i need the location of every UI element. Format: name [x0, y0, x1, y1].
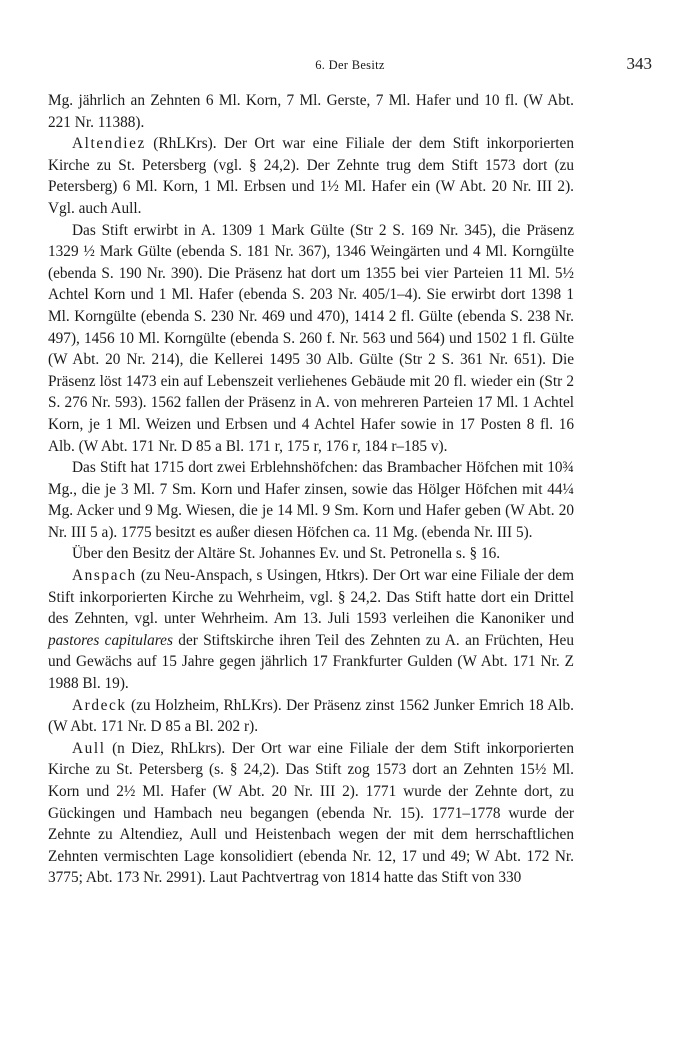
- section-title: 6. Der Besitz: [315, 58, 385, 72]
- paragraph-text: Das Stift hat 1715 dort zwei Erblehnshöfchen: das Brambacher Höfchen mit 10¾ Mg., die je 3 Ml. 7 Sm. Korn und Hafer zinsen, sowie das Hölger Höfchen mit 44¼ Mg. Acker und 9 Mg. Wiesen, die je 14 Ml. 9 Sm. Korn und Hafer geben (W Abt. 20 Nr. III 5 a). 1775 besitzt es außer diesen Höfchen ca. 11 Mg. (ebenda Nr. III 5).: [48, 459, 574, 541]
- paragraph: [48, 220, 574, 458]
- paragraph-entry-ardeck: [48, 695, 574, 738]
- paragraph-entry-altendiez: [48, 133, 574, 219]
- paragraph: [48, 90, 574, 133]
- paragraph-entry-aull: [48, 738, 574, 889]
- paragraph-text: (zu Holzheim, RhLKrs). Der Präsenz zinst 1562 Junker Emrich 18 Alb. (W Abt. 171 Nr. D 85 a Bl. 202 r).: [48, 696, 574, 736]
- paragraph-text: (zu Neu-Anspach, s Usingen, Htkrs). Der Ort war eine Filiale der dem Stift inkorporierten Kirche zu Wehrheim, vgl. § 24,2. Das Stift hatte dort ein Drittel des Zehnten, vgl. unter Wehrheim. Am 13. Juli 1593 verleihen die Kanoniker und: [48, 567, 574, 628]
- place-name: Aull: [72, 739, 106, 757]
- paragraph: [48, 457, 574, 543]
- place-name: Anspach: [72, 567, 137, 585]
- paragraph-text: (RhLKrs). Der Ort war eine Filiale der dem Stift inkorporierten Kirche zu St. Petersberg (vgl. § 24,2). Der Zehnte trug dem Stift 1573 dort (zu Petersberg) 6 Ml. Korn, 1 Ml. Erbsen und 1½ Ml. Hafer ein (W Abt. 20 Nr. III 2). Vgl. auch Aull.: [48, 135, 574, 217]
- paragraph-text: Mg. jährlich an Zehnten 6 Ml. Korn, 7 Ml. Gerste, 7 Ml. Hafer und 10 fl. (W Abt. 221 Nr. 11388).: [48, 92, 574, 131]
- page-number: 343: [626, 54, 652, 73]
- running-head: [48, 56, 652, 76]
- body-text: [48, 90, 574, 889]
- latin-term: pastores capitulares: [48, 631, 173, 649]
- paragraph-text: Das Stift erwirbt in A. 1309 1 Mark Gülte (Str 2 S. 169 Nr. 345), die Präsenz 1329 ½ Mark Gülte (ebenda S. 181 Nr. 367), 1346 Weingärten und 4 Ml. Korngülte (ebenda S. 190 Nr. 390). Die Präsenz hat dort um 1355 bei vier Parteien 11 Ml. 5½ Achtel Korn und 1 Ml. Hafer (ebenda S. 203 Nr. 405/1–4). Sie erwirbt dort 1398 1 Ml. Korngülte (ebenda S. 230 Nr. 469 und 470), 1414 2 fl. Gülte (ebenda S. 238 Nr. 497), 1456 10 Ml. Korngülte (ebenda S. 260 f. Nr. 563 und 564) und 1502 1 fl. Gülte (W Abt. 20 Nr. 214), die Kellerei 1495 30 Alb. Gülte (Str 2 S. 361 Nr. 651). Die Präsenz löst 1473 ein auf Lebenszeit verliehenes Gebäude mit 20 fl. wieder ein (Str 2 S. 276 Nr. 593). 1562 fallen der Präsenz in A. von mehreren Parteien 17 Ml. 1 Achtel Korn, je 1 Ml. Weizen und Erbsen und 4 Achtel Hafer sowie in 17 Posten 8 fl. 16 Alb. (W Abt. 171 Nr. D 85 a Bl. 171 r, 175 r, 176 r, 184 r–185 v).: [48, 221, 574, 455]
- paragraph-text: (n Diez, RhLkrs). Der Ort war eine Filiale der dem Stift inkorporierten Kirche zu St. Petersberg (s. § 24,2). Das Stift zog 1573 dort an Zehnten 15½ Ml. Korn und 2½ Ml. Hafer (W Abt. 20 Nr. III 2). 1771 wurde der Zehnte dort, zu Gückingen und Hambach neu begangen (ebenda Nr. 15). 1771–1778 wurde der Zehnte zu Altendiez, Aull und Heistenbach wegen der mit dem herrschaftlichen Zehnten vermischten Lage konsolidiert (ebenda Nr. 12, 17 und 49; W Abt. 172 Nr. 3775; Abt. 173 Nr. 2991). Laut Pachtvertrag von 1814 hatte das Stift von 330: [48, 739, 574, 887]
- paragraph-text: Über den Besitz der Altäre St. Johannes Ev. und St. Petronella s. § 16.: [72, 545, 501, 563]
- place-name: Altendiez: [72, 135, 146, 153]
- paragraph-text: der Stiftskirche ihren Teil des Zehnten zu A. an Früchten, Heu und Gewächs auf 15 Jahre gegen jährlich 17 Frankfurter Gulden (W Abt. 171 Nr. Z 1988 Bl. 19).: [48, 631, 574, 693]
- place-name: Ardeck: [72, 696, 127, 714]
- paragraph: [48, 543, 574, 565]
- paragraph-entry-anspach: [48, 565, 574, 695]
